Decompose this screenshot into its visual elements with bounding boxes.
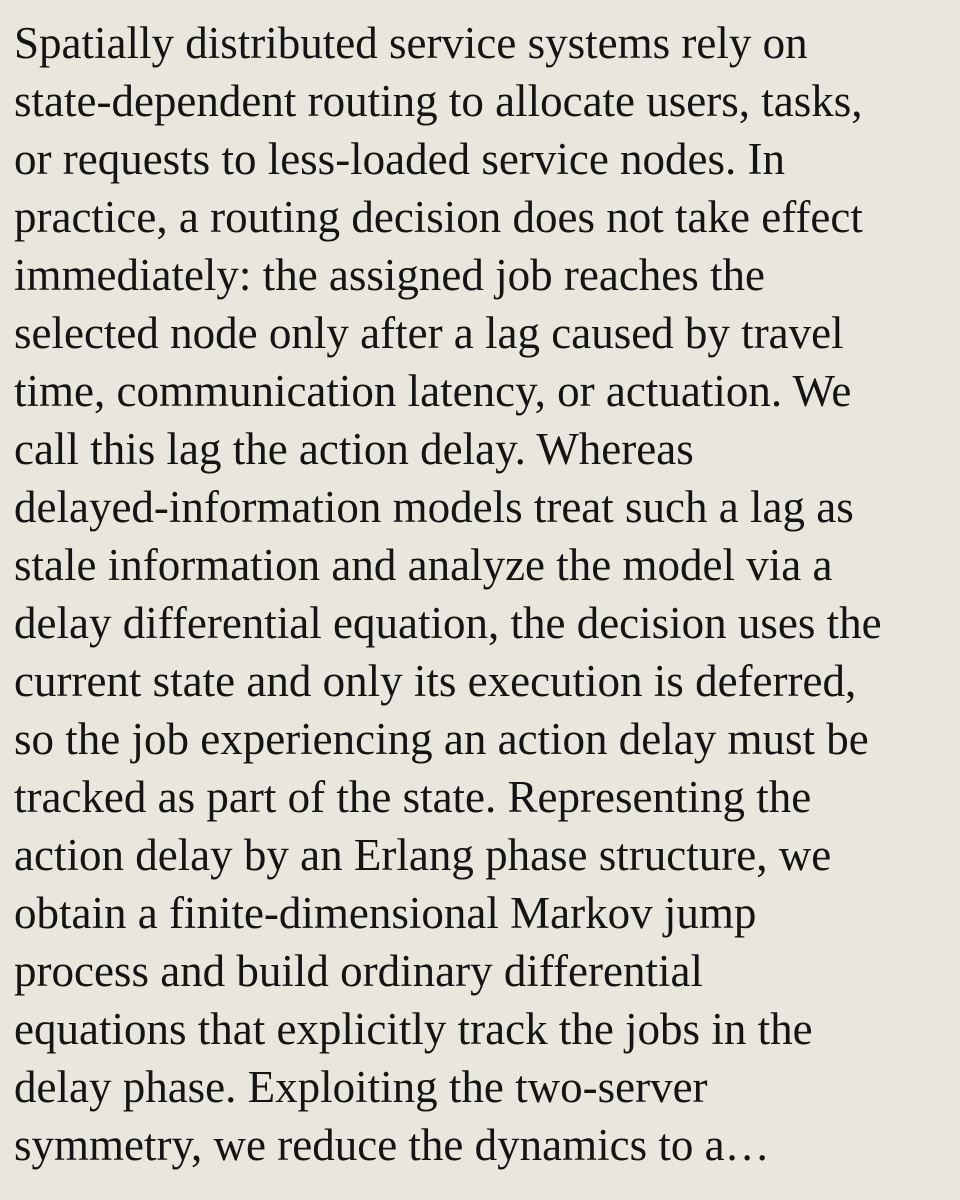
text-line: Spatially distributed service systems rely on: [14, 18, 808, 68]
text-line: obtain a finite-dimensional Markov jump: [14, 888, 757, 938]
text-line: action delay by an Erlang phase structure, we: [14, 830, 832, 880]
text-line: tracked as part of the state. Representing the: [14, 772, 812, 822]
text-line: immediately: the assigned job reaches the: [14, 250, 766, 300]
text-line: so the job experiencing an action delay must be: [14, 714, 869, 764]
text-line: delayed-information models treat such a lag as: [14, 482, 854, 532]
text-line: process and build ordinary differential: [14, 946, 703, 996]
text-line: stale information and analyze the model via a: [14, 540, 833, 590]
abstract-paragraph: [14, 14, 950, 1174]
text-line: call this lag the action delay. Whereas: [14, 424, 694, 474]
text-line: symmetry, we reduce the dynamics to a…: [14, 1120, 770, 1170]
text-line: current state and only its execution is deferred,: [14, 656, 857, 706]
text-line: practice, a routing decision does not take effect: [14, 192, 863, 242]
text-line: selected node only after a lag caused by travel: [14, 308, 844, 358]
text-line: delay differential equation, the decision uses the: [14, 598, 882, 648]
text-line: time, communication latency, or actuation. We: [14, 366, 852, 416]
text-line: delay phase. Exploiting the two-server: [14, 1062, 708, 1112]
text-line: state-dependent routing to allocate users, tasks,: [14, 76, 863, 126]
text-line: equations that explicitly track the jobs in the: [14, 1004, 813, 1054]
text-line: or requests to less-loaded service nodes. In: [14, 134, 786, 184]
